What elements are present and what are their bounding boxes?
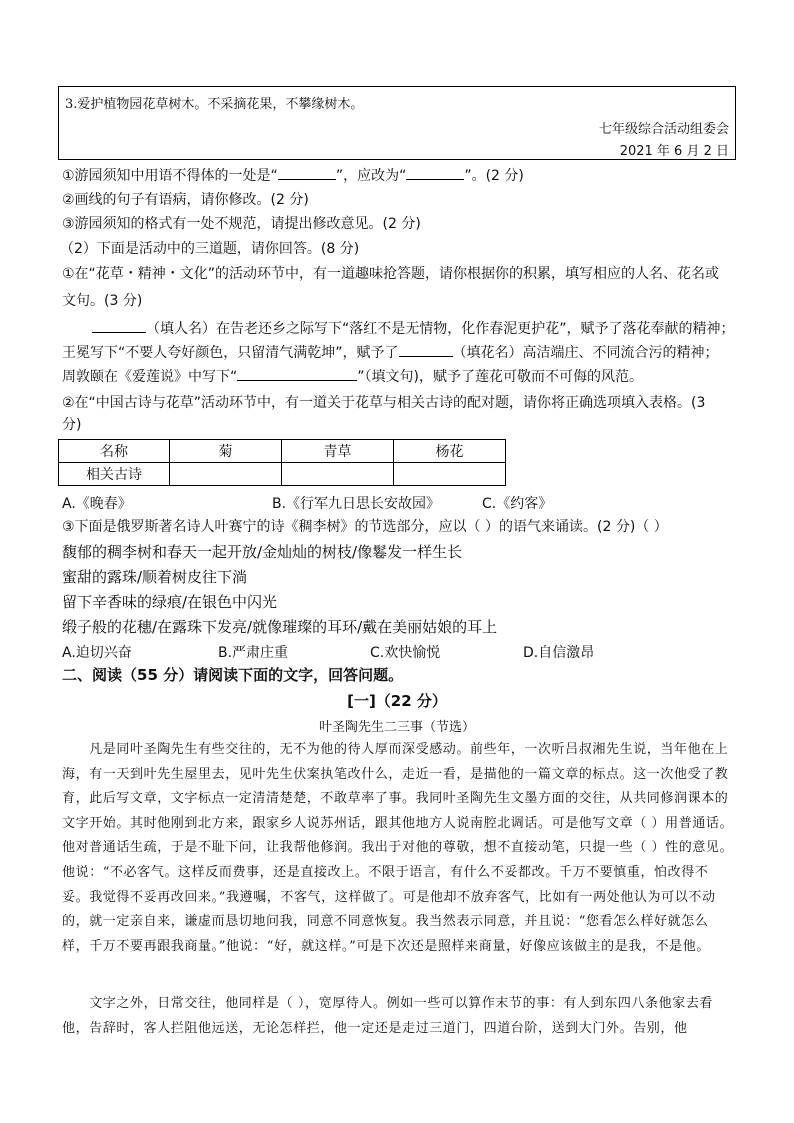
q1-item-1-part-c: ”。(2 分) bbox=[464, 168, 524, 184]
table-header-cell: 杨花 bbox=[394, 440, 506, 463]
q1-item-1-part-b: ”，应改为“ bbox=[335, 168, 407, 184]
notice-date: 2021 年 6 月 2 日 bbox=[619, 144, 729, 159]
answer-blank[interactable] bbox=[278, 165, 336, 180]
tone-option-a: A.迫切兴奋 bbox=[62, 645, 132, 661]
poem-line: 留下辛香味的绿痕/在银色中闪光 bbox=[62, 593, 278, 611]
answer-cell[interactable] bbox=[282, 463, 394, 486]
answer-blank[interactable] bbox=[406, 165, 464, 180]
poem-line: 馥郁的稠李树和春天一起开放/金灿灿的树枝/像鬈发一样生长 bbox=[62, 543, 463, 561]
table-header-cell: 青草 bbox=[282, 440, 394, 463]
fill-line-2-part-b: （填花名）高洁端庄、不同流合污的精神； bbox=[452, 345, 719, 361]
q2-part1-line2: 文句。(3 分) bbox=[62, 293, 143, 309]
part-heading: [一]（22 分） bbox=[347, 692, 447, 710]
q2-part3: ③下面是俄罗斯著名诗人叶赛宁的诗《稠李树》的节选部分，应以（ ）的语气来诵读。(2 分)（ ） bbox=[62, 519, 668, 535]
tone-option-c: C.欢快愉悦 bbox=[370, 645, 441, 661]
article-paragraph-1: 凡是同叶圣陶先生有些交往的，无不为他的待人厚而深受感动。前些年，一次听吕叔湘先生说，当年他在上海，有一天到叶先生屋里去，见叶先生伏案执笔改什么，走近一看，是描他的一篇文章的标点。这一次他受了教育，此后写文章，文字标点一定清清楚楚，不敢草率了事。我同叶圣陶先生文墨方面的交往，从共同修润课本的文字开始。其时他刚到北方来，跟家乡人说苏州话，跟其他地方人说南腔北调话。可是他写文章（ ）用普通话。他对普通话生疏，于是不耻下问，让我帮他修润。我出于对他的尊敬，想不直接动笔，只提一些（ ）性的意见。他说：“不必客气。这样反而费事，还是直接改上。不限于语言，有什么不妥都改。千万不要慎重，怕改得不妥。我觉得不妥再改回来。”我遵嘱，不客气，这样做了。可是他却不放弃客气，比如有一两处他认为可以不动的，就一定亲自来，谦虚而恳切地问我，同意不同意恢复。我当然表示同意，并且说：“您看怎么样好就怎么样，千万不要再跟我商量。”他说：“好，就这样。”可是下次还是照样来商量，好像应该做主的是我，不是他。 bbox=[62, 742, 734, 954]
answer-cell[interactable] bbox=[170, 463, 282, 486]
poem-line: 缎子般的花穗/在露珠下发亮/就像璀璨的耳环/戴在美丽姑娘的耳上 bbox=[62, 618, 498, 636]
fill-line-3-part-b: ”（填文句)，赋予了莲花可敬而不可侮的风范。 bbox=[357, 369, 643, 385]
tone-option-d: D.自信激昂 bbox=[523, 645, 595, 661]
q2-intro: （2）下面是活动中的三道题，请你回答。(8 分) bbox=[60, 241, 360, 257]
table-row bbox=[59, 440, 506, 463]
option-b: B.《行军九日思长安故园》 bbox=[272, 496, 441, 512]
fill-line-3-part-a: 周敦颐在《爱莲说》中写下“ bbox=[62, 369, 238, 385]
fill-line-1-text: （填人名）在告老还乡之际写下“落红不是无情物，化作春泥更护花”，赋予了落花奉献的精神； bbox=[146, 321, 735, 337]
notice-rule-3: 3.爱护植物园花草树木。不采摘花果，不攀缘树木。 bbox=[65, 97, 364, 112]
article-paragraph-2: 文字之外，日常交往，他同样是（ ），宽厚待人。例如一些可以算作末节的事：有人到东四八条他家去看他，告辞时，客人拦阻他远送，无论怎样拦，他一定还是走过三道门，四道台阶，送到大门外。告别，他 bbox=[62, 996, 714, 1036]
poem-line: 蜜甜的露珠/顺着树皮往下淌 bbox=[62, 568, 248, 586]
q2-part2-line2: 分) bbox=[62, 417, 82, 433]
q2-part1-line1: ①在“花草・精神・文化”的活动环节中，有一道趣味抢答题，请你根据你的积累，填写相应的人名、花名或 bbox=[62, 266, 720, 282]
table-header-cell: 名称 bbox=[59, 440, 170, 463]
q1-item-2: ②画线的句子有语病，请你修改。(2 分) bbox=[62, 192, 309, 208]
answer-blank[interactable] bbox=[92, 318, 146, 333]
answer-blank[interactable] bbox=[399, 342, 453, 357]
table-header-cell: 菊 bbox=[170, 440, 282, 463]
q2-part2-line1: ②在“中国古诗与花草”活动环节中，有一道关于花草与相关古诗的配对题，请你将正确选项填入表格。(3 bbox=[62, 395, 706, 411]
q1-item-1 bbox=[62, 165, 524, 187]
matching-table bbox=[58, 439, 506, 486]
option-c: C.《约客》 bbox=[482, 496, 553, 512]
table-row-label: 相关古诗 bbox=[59, 463, 170, 486]
option-a: A.《晚春》 bbox=[62, 496, 132, 512]
tone-option-b: B.严肃庄重 bbox=[218, 645, 289, 661]
answer-blank[interactable] bbox=[237, 366, 357, 381]
fill-line-1 bbox=[92, 318, 735, 340]
fill-line-3 bbox=[62, 366, 643, 388]
answer-cell[interactable] bbox=[394, 463, 506, 486]
fill-line-2-part-a: 王冕写下“不要人夸好颜色，只留清气满乾坤”，赋予了 bbox=[62, 345, 399, 361]
notice-signer: 七年级综合活动组委会 bbox=[598, 122, 729, 137]
table-row bbox=[59, 463, 506, 486]
section-heading: 二、阅读（55 分）请阅读下面的文字，回答问题。 bbox=[62, 666, 404, 684]
q1-item-3: ③游园须知的格式有一处不规范，请提出修改意见。(2 分) bbox=[62, 216, 421, 232]
article-title: 叶圣陶先生二三事（节选） bbox=[318, 720, 475, 735]
notice-box bbox=[58, 86, 736, 160]
fill-line-2 bbox=[62, 342, 719, 364]
q1-item-1-part-a: ①游园须知中用语不得体的一处是“ bbox=[62, 168, 278, 184]
